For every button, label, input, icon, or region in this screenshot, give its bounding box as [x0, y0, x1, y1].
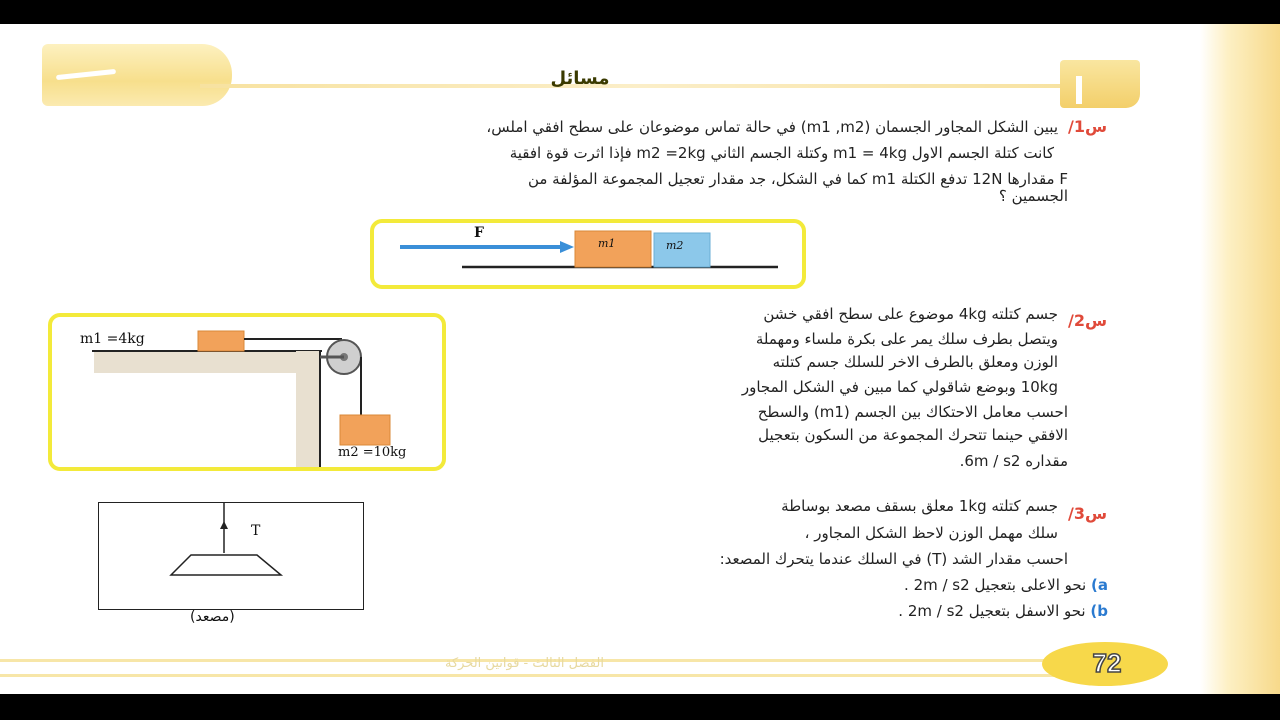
- page-edge-strip: [1200, 24, 1280, 694]
- q2-line-3: الوزن ومعلق بالطرف الاخر للسلك جسم كتلته: [772, 353, 1058, 371]
- q3-option-a-text: نحو الاعلى بتعجيل 2m / s2 .: [904, 576, 1087, 594]
- q2-line-6: الافقي حينما تتحرك المجموعة من السكون بتعجيل: [758, 426, 1068, 444]
- block-m1-label: m1: [598, 237, 616, 250]
- header-banner-line: [200, 84, 1080, 88]
- footer-chapter: الفصل الثالث - قوانين الحركة: [445, 656, 604, 671]
- q3-line-2: سلك مهمل الوزن لاحظ الشكل المجاور ،: [804, 524, 1058, 542]
- table-leg: [296, 351, 320, 467]
- q2-line-5: احسب معامل الاحتكاك بين الجسم (m1) والسطح: [757, 403, 1068, 421]
- block-m2-label: m2: [666, 239, 684, 252]
- q3-elevator-figure: [98, 502, 364, 610]
- q2-number: س2/: [1068, 311, 1108, 330]
- page-number: 72: [1092, 648, 1122, 678]
- q2-line-7: مقداره 6m / s2.: [959, 452, 1068, 470]
- tension-arrowhead: [220, 521, 228, 529]
- q3-option-a-letter: a): [1091, 576, 1108, 594]
- q2-line-4: 10kg وبوضع شاقولي كما مبين في الشكل المجاور: [741, 378, 1058, 396]
- footer-line-bottom: [0, 674, 1060, 677]
- q1-number: س1/: [1068, 117, 1108, 136]
- block-m1: [198, 331, 244, 351]
- q1-line-2: كانت كتلة الجسم الاول m1 = 4kg وكتلة الجسم الثاني m2 =2kg فإذا اثرت قوة افقية: [509, 144, 1054, 162]
- block-m2: [340, 415, 390, 445]
- q2-line-1: جسم كتلته 4kg موضوع على سطح افقي خشن: [763, 305, 1058, 323]
- m1-label: m1 =4kg: [80, 331, 145, 347]
- header-banner-right: [1060, 60, 1140, 108]
- q3-line-3: احسب مقدار الشد (T) في السلك عندما يتحرك المصعد:: [719, 550, 1068, 568]
- q3-option-b-letter: b): [1090, 602, 1108, 620]
- q3-number: س3/: [1068, 504, 1108, 523]
- elevator-caption: (مصعد): [190, 609, 235, 625]
- section-title: مسائل: [550, 68, 610, 89]
- q3-option-b-text: نحو الاسفل بتعجيل 2m / s2 .: [898, 602, 1086, 620]
- q1-line-1: يبين الشكل المجاور الجسمان (m1 ,m2) في حالة تماس موضوعان على سطح افقي املس،: [486, 118, 1058, 136]
- q2-line-2: ويتصل بطرف سلك يمر على بكرة ملساء ومهملة: [755, 330, 1058, 348]
- q1-line-4: الجسمين ؟: [998, 187, 1068, 205]
- force-label: F: [474, 225, 484, 241]
- force-arrowhead: [560, 241, 574, 253]
- m2-label: m2 =10kg: [338, 445, 407, 460]
- q2-figure: [48, 313, 446, 471]
- q1-figure: [370, 219, 806, 289]
- q1-line-3: F مقدارها 12N تدفع الكتلة m1 كما في الشكل، جد مقدار تعجيل المجموعة المؤلفة من: [527, 170, 1068, 188]
- hanging-mass: [171, 555, 281, 575]
- tension-label: T: [251, 523, 261, 539]
- header-banner-left: [42, 44, 232, 106]
- table-surface: [94, 351, 320, 373]
- q3-line-1: جسم كتلته 1kg معلق بسقف مصعد بوساطة: [781, 497, 1058, 515]
- q3-option-a: [904, 576, 1108, 594]
- q3-option-b: [898, 602, 1108, 620]
- textbook-page: [0, 24, 1280, 694]
